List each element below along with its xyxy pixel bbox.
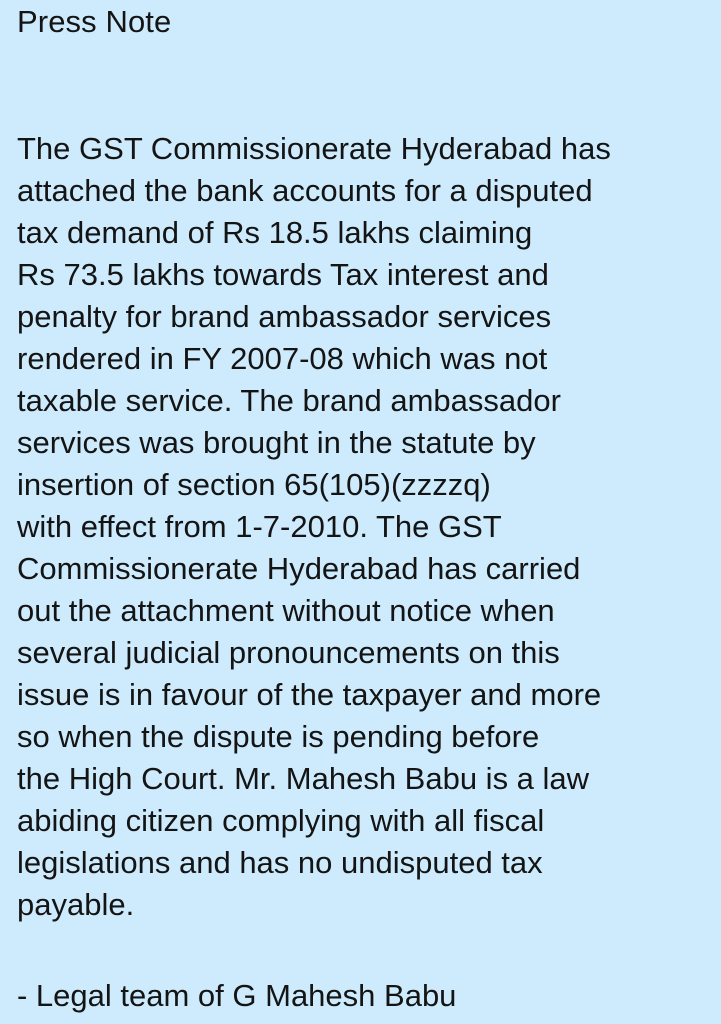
body-line: payable. <box>17 887 135 922</box>
body-line: with effect from 1-7-2010. The GST <box>17 509 502 544</box>
body-line: issue is in favour of the taxpayer and more <box>17 677 602 712</box>
body-line: so when the dispute is pending before <box>17 719 540 754</box>
body-line: penalty for brand ambassador services <box>17 299 552 334</box>
body-line: abiding citizen complying with all fiscal <box>17 803 545 838</box>
body-line: The GST Commissionerate Hyderabad has <box>17 131 611 166</box>
body-line: legislations and has no undisputed tax <box>17 845 543 880</box>
press-note-signature: - Legal team of G Mahesh Babu <box>17 978 457 1013</box>
press-note-body <box>17 128 707 926</box>
body-line: out the attachment without notice when <box>17 593 555 628</box>
body-line: several judicial pronouncements on this <box>17 635 560 670</box>
body-line: the High Court. Mr. Mahesh Babu is a law <box>17 761 590 796</box>
body-line: rendered in FY 2007-08 which was not <box>17 341 548 376</box>
body-line: taxable service. The brand ambassador <box>17 383 561 418</box>
body-line: Commissionerate Hyderabad has carried <box>17 551 581 586</box>
body-line: tax demand of Rs 18.5 lakhs claiming <box>17 215 533 250</box>
body-line: attached the bank accounts for a disputed <box>17 173 593 208</box>
body-line: Rs 73.5 lakhs towards Tax interest and <box>17 257 549 292</box>
press-note-title: Press Note <box>17 4 172 39</box>
body-line: insertion of section 65(105)(zzzzq) <box>17 467 491 502</box>
body-line: services was brought in the statute by <box>17 425 536 460</box>
